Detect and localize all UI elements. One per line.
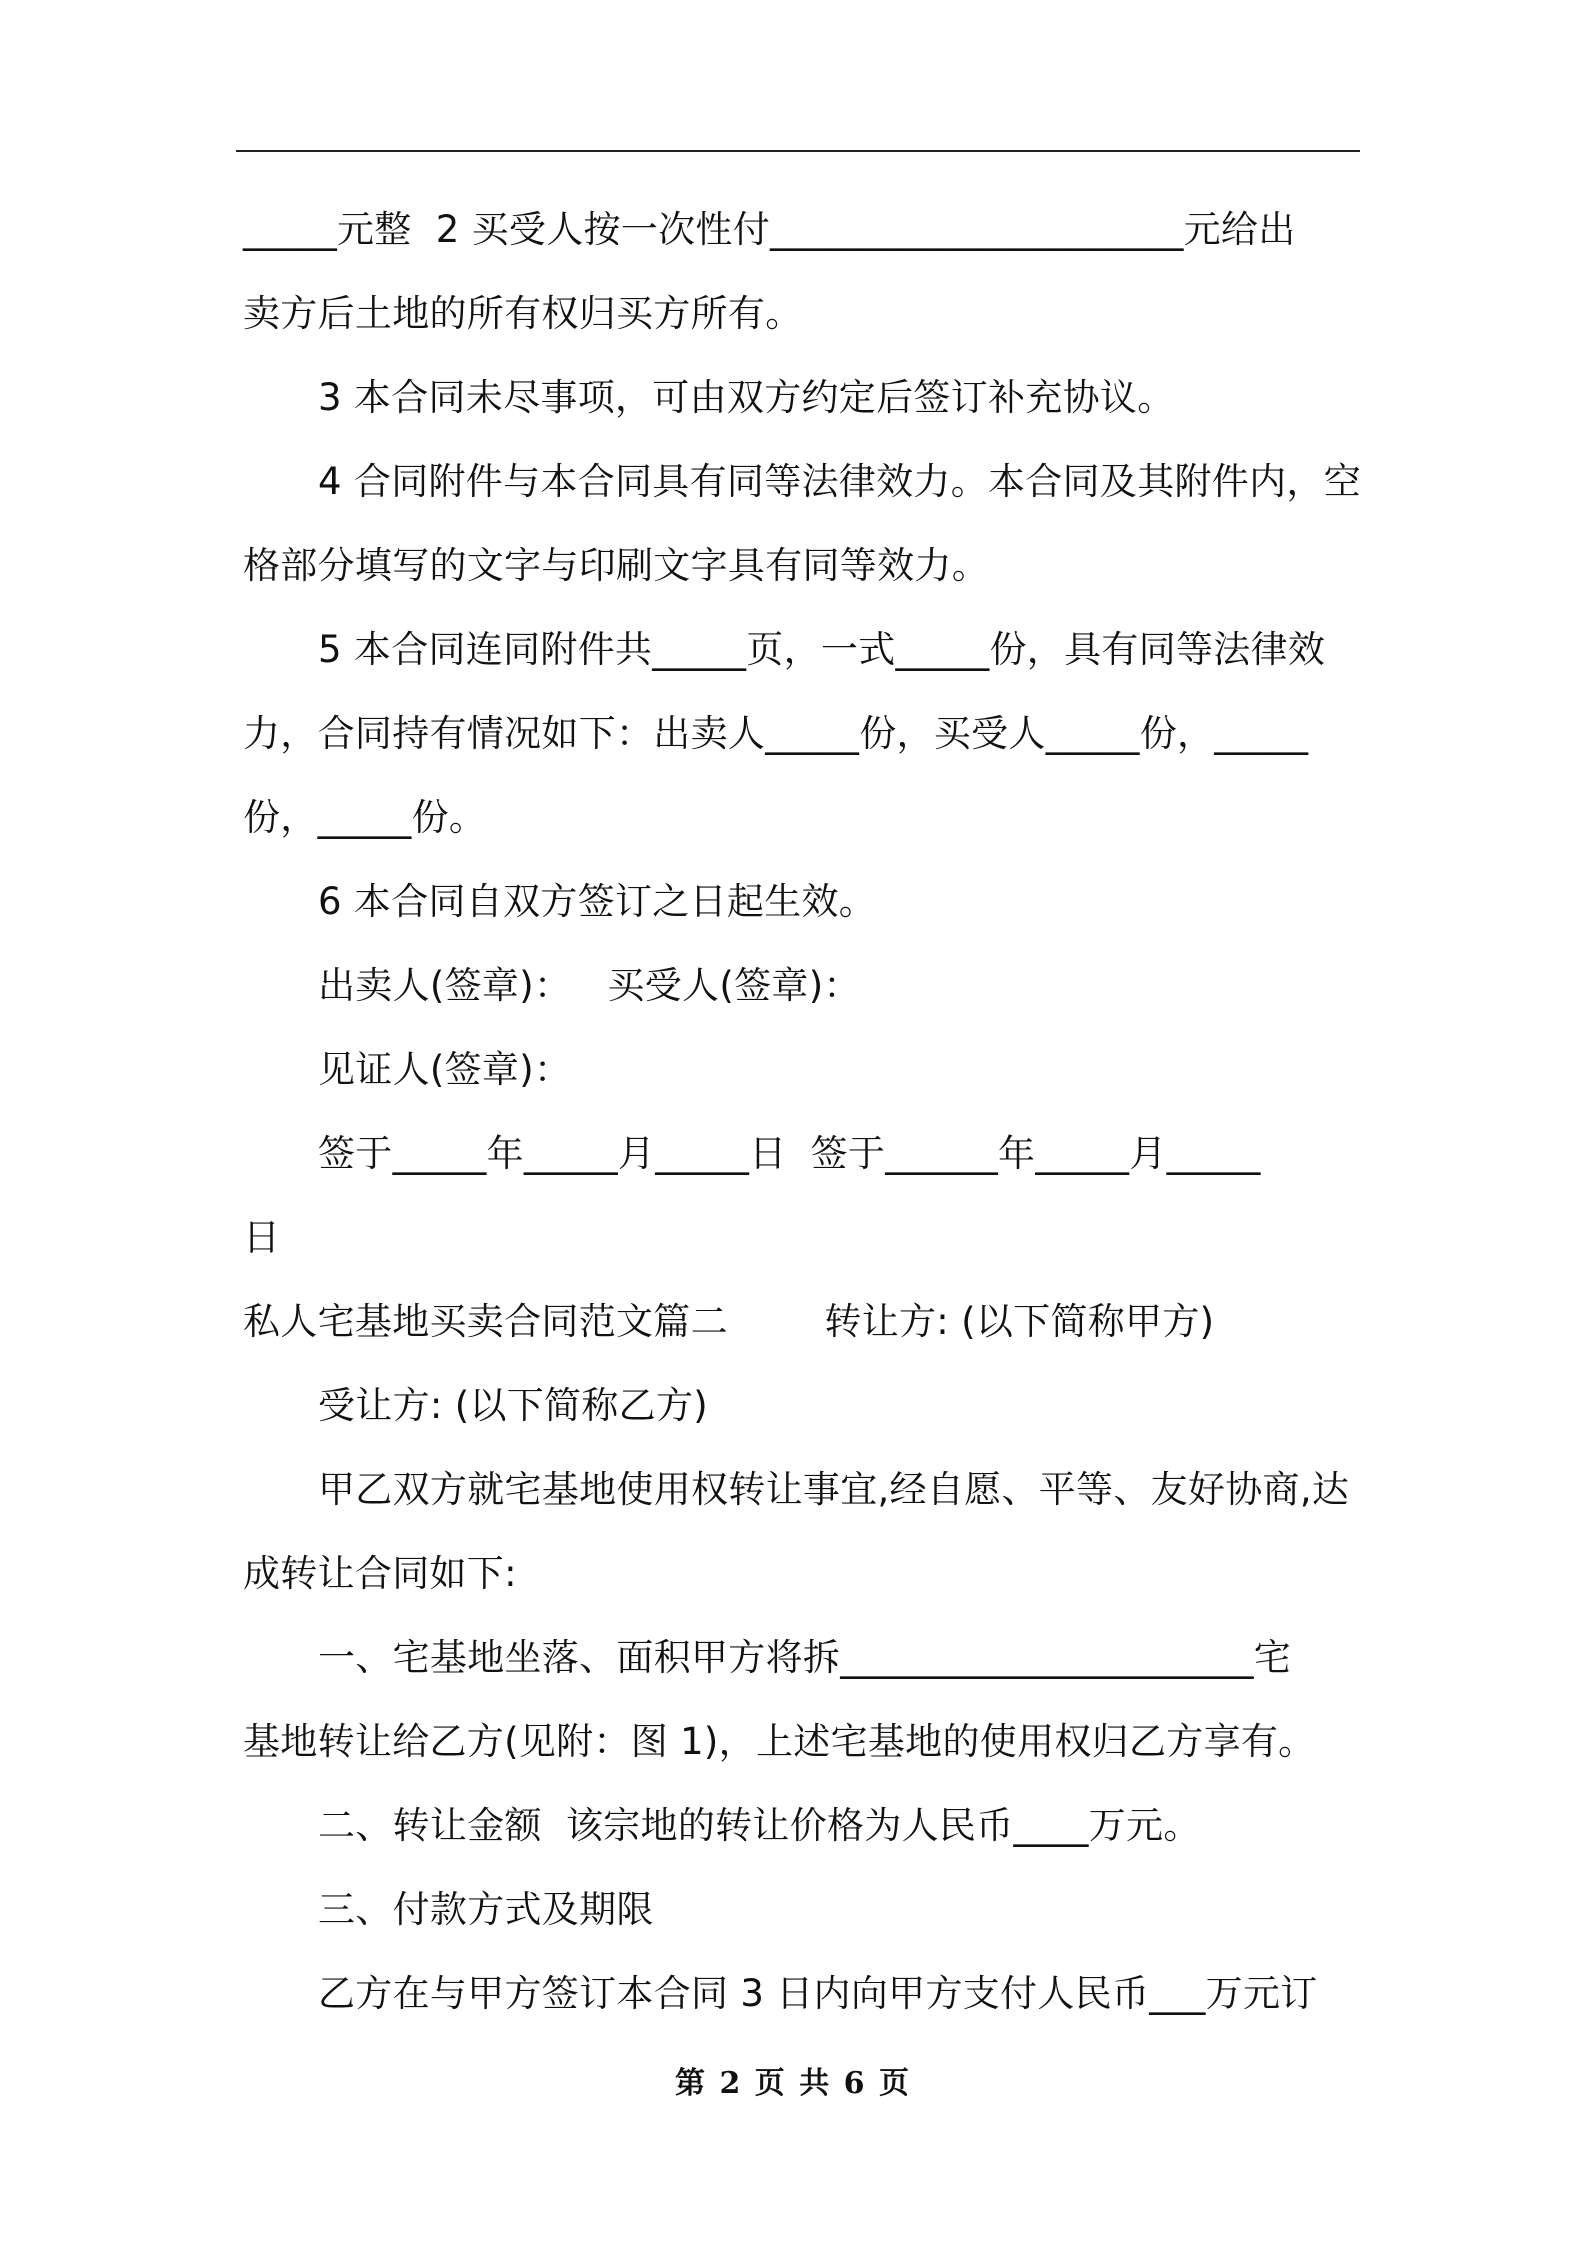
text-line: 乙方在与甲方签订本合同 3 日内向甲方支付人民币___万元订: [318, 1972, 1318, 2015]
text-line: 份，_____份。: [243, 796, 487, 839]
text-line: 卖方后土地的所有权归买方所有。: [243, 292, 803, 335]
document-body: [243, 200, 1361, 2048]
text-line: 受让方: (以下简称乙方): [318, 1384, 708, 1427]
text-line: 4 合同附件与本合同具有同等法律效力。本合同及其附件内，空: [318, 460, 1361, 503]
text-line: 成转让合同如下:: [243, 1552, 517, 1595]
text-line: 三、付款方式及期限: [318, 1888, 654, 1931]
page-number: 第 2 页 共 6 页: [675, 2066, 911, 2101]
section-heading: 私人宅基地买卖合同范文篇二 转让方: (以下简称甲方): [243, 1300, 1215, 1343]
text-line: 5 本合同连同附件共_____页，一式_____份，具有同等法律效: [318, 628, 1326, 671]
text-line: 格部分填写的文字与印刷文字具有同等效力。: [243, 544, 989, 587]
text-line: 甲乙双方就宅基地使用权转让事宜,经自愿、平等、友好协商,达: [318, 1468, 1350, 1511]
text-line: 基地转让给乙方(见附：图 1)，上述宅基地的使用权归乙方享有。: [243, 1720, 1316, 1763]
text-line: 6 本合同自双方签订之日起生效。: [318, 880, 877, 923]
signature-line: 出卖人(签章)： 买受人(签章)：: [318, 964, 861, 1007]
header-rule: [236, 150, 1360, 152]
text-line: _____元整 2 买受人按一次性付______________________元给出: [243, 208, 1296, 251]
text-line: 一、宅基地坐落、面积甲方将拆______________________宅: [318, 1636, 1292, 1679]
witness-line: 见证人(签章)：: [318, 1048, 572, 1091]
text-line: 3 本合同未尽事项，可由双方约定后签订补充协议。: [318, 376, 1175, 419]
text-line: 日: [243, 1216, 281, 1259]
date-line: 签于_____年_____月_____日 签于______年_____月_____: [318, 1132, 1261, 1175]
text-line: 力，合同持有情况如下：出卖人_____份，买受人_____份，_____: [243, 712, 1309, 755]
text-line: 二、转让金额 该宗地的转让价格为人民币____万元。: [318, 1804, 1201, 1847]
